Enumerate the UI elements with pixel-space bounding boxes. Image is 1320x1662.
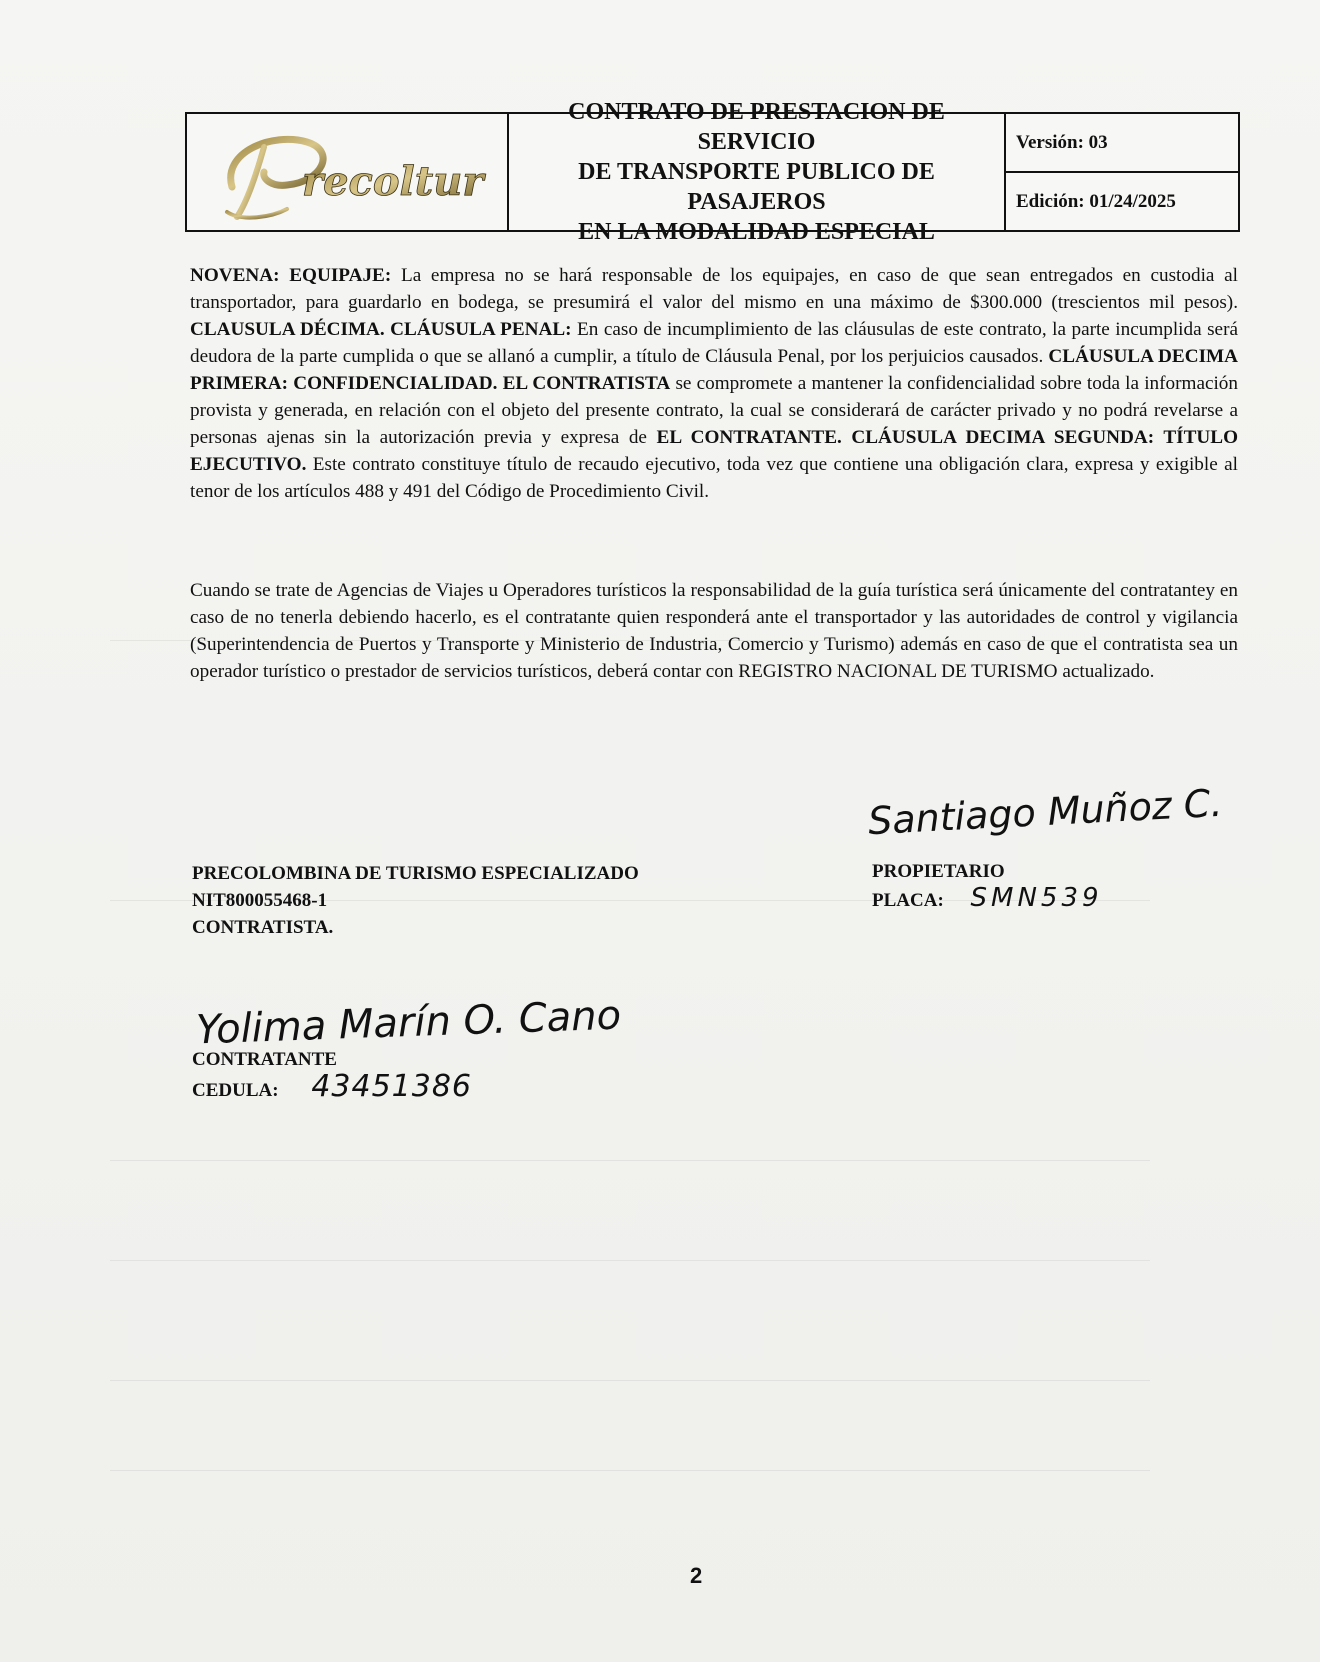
clause-heading: EL CONTRATANTE. CLÁUSULA DECIMA SEGUNDA: TÍTULO EJECUTIVO.: [190, 427, 1238, 475]
registry-text: REGISTRO NACIONAL DE TURISMO: [738, 661, 1058, 682]
version-cell: [1006, 114, 1238, 230]
bleed-line: [110, 1380, 1150, 1381]
propietario-label: PROPIETARIO: [872, 861, 1005, 882]
bleed-line: [110, 1260, 1150, 1261]
cedula-row: [192, 1069, 473, 1104]
contratista-company: PRECOLOMBINA DE TURISMO ESPECIALIZADO: [192, 863, 639, 884]
edition-label: Edición: 01/24/2025: [1016, 190, 1176, 212]
contratista-label: CONTRATISTA.: [192, 917, 334, 938]
placa-label: PLACA:: [872, 890, 944, 911]
version-label: Versión: 03: [1006, 114, 1238, 173]
clause-heading: CLÁUSULA DECIMA PRIMERA: CONFIDENCIALIDAD. EL CONTRATISTA: [190, 346, 1238, 394]
title-line: DE TRANSPORTE PUBLICO DE PASAJEROS: [578, 159, 935, 215]
clause-heading: CLAUSULA DÉCIMA. CLÁUSULA PENAL:: [190, 319, 572, 340]
contratista-nit: NIT800055468-1: [192, 890, 328, 911]
bleed-line: [110, 1470, 1150, 1471]
page-number: 2: [690, 1563, 703, 1588]
paragraph-text: Cuando se trate de Agencias de Viajes u Operadores turísticos la responsabilidad de la guía turística será únicamente del contratantey en caso de no tenerla debiendo hacerlo, es el contratante quien responderá ante el transportador y las autoridades de control y vigilancia (Superintendencia de Puertos y Transporte y Ministerio de Industria, Comercio y Turismo) además en caso de que el contratista sea un operador turístico o prestador de servicios turísticos, deberá contar con: [190, 580, 1238, 682]
clauses-paragraph: [190, 262, 1238, 505]
clause-text: En caso de incumplimiento de las cláusulas de este contrato, la parte incumplida será deudora de la parte cumplida o que se allanó a cumplir, a título de Cláusula Penal, por los perjuicios causados.: [190, 319, 1238, 367]
title-line: EN LA MODALIDAD ESPECIAL: [578, 219, 935, 245]
placa-value: SMN539: [970, 883, 1103, 913]
contratante-label: CONTRATANTE: [192, 1049, 337, 1070]
title-line: CONTRATO DE PRESTACION DE SERVICIO: [568, 99, 945, 155]
contract-title: [509, 99, 1006, 245]
contratista-block: [192, 860, 639, 941]
propietario-block: [872, 858, 1103, 914]
cedula-value: 43451386: [311, 1069, 473, 1104]
svg-text:recoltur: recoltur: [302, 158, 484, 205]
agencies-paragraph: [190, 577, 1238, 685]
contratante-signature: Yolima Marín O. Cano: [195, 992, 622, 1054]
document-header: [185, 99, 1240, 245]
clause-text: La empresa no se hará responsable de los equipajes, en caso de que sean entregados en custodia al transportador, para guardarlo en bodega, se presumirá el valor del mismo en una máximo de $300.000 (trescientos mil pesos).: [190, 265, 1238, 313]
clause-heading: NOVENA: EQUIPAJE:: [190, 265, 392, 286]
precoltur-logo-icon: [202, 117, 492, 227]
propietario-signature: Santiago Muñoz C.: [867, 780, 1224, 844]
logo: [187, 114, 509, 230]
placa-row: [872, 885, 1103, 914]
clause-text: se compromete a mantener la confidencialidad sobre toda la información provista y generada, en relación con el objeto del presente contrato, la cual se considerará de carácter privado y no podrá revelarse a personas ajenas sin la autorización previa y expresa de: [190, 373, 1238, 448]
bleed-line: [110, 1160, 1150, 1161]
clause-text: Este contrato constituye título de recaudo ejecutivo, toda vez que contiene una obligación clara, expresa y exigible al tenor de los artículos 488 y 491 del Código de Procedimiento Civil.: [190, 454, 1238, 502]
contratante-block: [192, 1046, 472, 1104]
cedula-label: CEDULA:: [192, 1080, 279, 1101]
paragraph-text: actualizado.: [1057, 661, 1155, 682]
